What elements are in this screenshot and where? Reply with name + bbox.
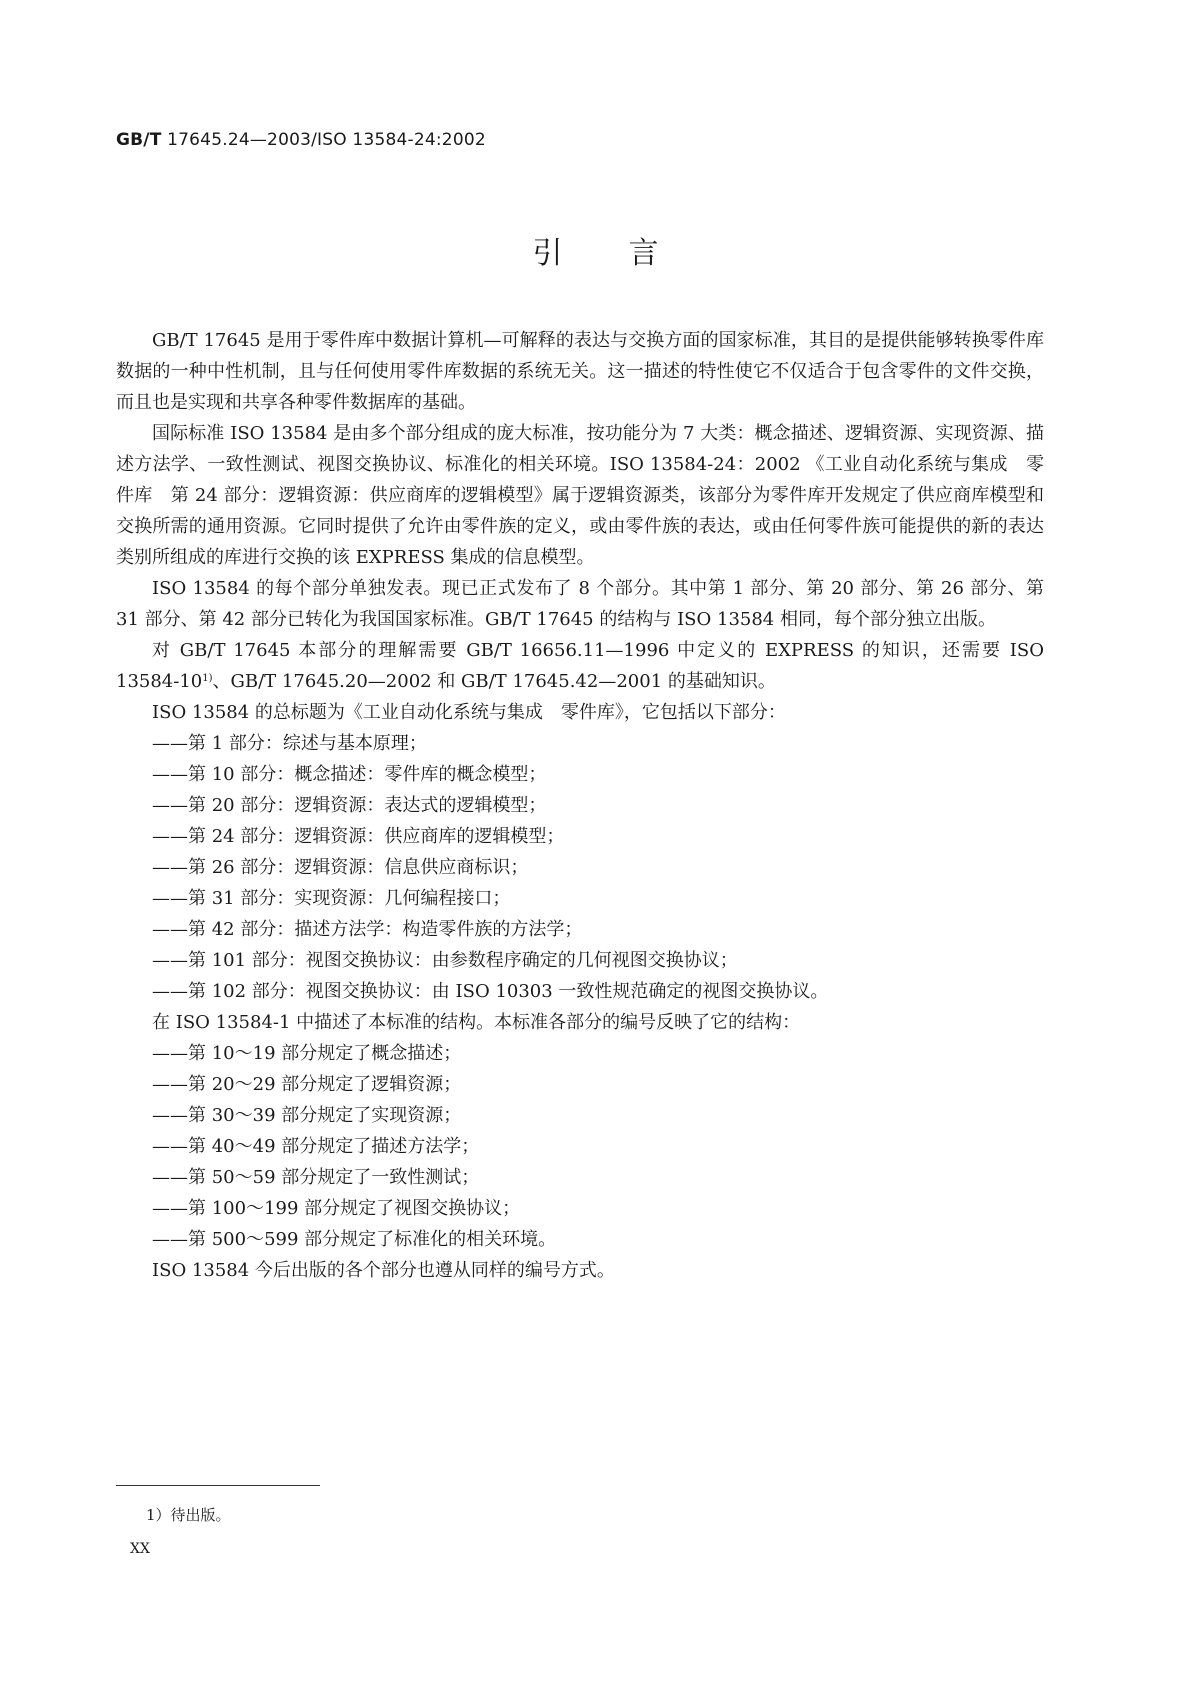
- list-item: ——第 24 部分：逻辑资源：供应商库的逻辑模型；: [152, 826, 565, 847]
- list-item: ——第 40～49 部分规定了描述方法学；: [152, 1136, 480, 1157]
- list-item: ——第 1 部分：综述与基本原理；: [152, 733, 427, 754]
- list-item: ——第 101 部分：视图交换协议：由参数程序确定的几何视图交换协议；: [152, 950, 738, 971]
- header-std-number: 17645.24—2003/ISO 13584-24:2002: [161, 130, 486, 150]
- list-item: ——第 102 部分：视图交换协议：由 ISO 10303 一致性规范确定的视图交换协议。: [152, 981, 829, 1002]
- list-item: ——第 20～29 部分规定了逻辑资源；: [152, 1074, 462, 1095]
- list-item: ——第 26 部分：逻辑资源：信息供应商标识；: [152, 857, 529, 878]
- structure-intro: 在 ISO 13584-1 中描述了本标准的结构。本标准各部分的编号反映了它的结构：: [152, 1012, 801, 1033]
- paragraph-2: 国际标准 ISO 13584 是由多个部分组成的庞大标准，按功能分为 7 大类：概念描述、逻辑资源、实现资源、描述方法学、一致性测试、视图交换协议、标准化的相关环境。ISO 13584-24：2002 《工业自动化系统与集成 零件库 第 24 部分：逻辑资源：供应商库的逻辑模型》属于逻辑资源类，该部分为零件库开发规定了供应商库模型和交换所需的通用资源。它同时提供了允许由零件族的定义，或由零件族的表达，或由任何零件族可能提供的新的表达类别所组成的库进行交换的该 EXPRESS 集成的信息模型。: [116, 423, 1044, 568]
- paragraph-3: ISO 13584 的每个部分单独发表。现已正式发布了 8 个部分。其中第 1 部分、第 20 部分、第 26 部分、第 31 部分、第 42 部分已转化为我国国家标准。GB/T 17645 的结构与 ISO 13584 相同，每个部分独立出版。: [116, 578, 1044, 630]
- page-title: 引言: [532, 236, 725, 271]
- footnote-divider: [116, 1485, 320, 1486]
- body-text: [116, 325, 1044, 1286]
- page-number: XX: [130, 1541, 150, 1557]
- header-std-code: GB/T: [116, 130, 162, 150]
- list-item: ——第 30～39 部分规定了实现资源；: [152, 1105, 462, 1126]
- parts-intro: ISO 13584 的总标题为《工业自动化系统与集成 零件库》，它包括以下部分：: [152, 702, 786, 723]
- document-header: [116, 130, 486, 150]
- knowledge-text-after: 、GB/T 17645.20—2002 和 GB/T 17645.42—2001 的基础知识。: [212, 671, 776, 692]
- footnote: 1）待出版。: [146, 1506, 231, 1524]
- paragraph-4: [116, 635, 1044, 697]
- closing-paragraph: ISO 13584 今后出版的各个部分也遵从同样的编号方式。: [152, 1260, 615, 1281]
- list-item: ——第 500～599 部分规定了标准化的相关环境。: [152, 1229, 557, 1250]
- list-item: ——第 50～59 部分规定了一致性测试；: [152, 1167, 480, 1188]
- list-item: ——第 31 部分：实现资源：几何编程接口；: [152, 888, 511, 909]
- list-item: ——第 42 部分：描述方法学：构造零件族的方法学；: [152, 919, 583, 940]
- list-item: ——第 10 部分：概念描述：零件库的概念模型；: [152, 764, 547, 785]
- list-item: ——第 100～199 部分规定了视图交换协议；: [152, 1198, 521, 1219]
- knowledge-text-before: 对 GB/T 17645 本部分的理解需要 GB/T 16656.11—1996 中定义的 EXPRESS 的知识，还需要 ISO 13584-10: [116, 640, 1044, 692]
- list-item: ——第 10～19 部分规定了概念描述；: [152, 1043, 462, 1064]
- footnote-ref: 1): [202, 673, 213, 684]
- paragraph-1: GB/T 17645 是用于零件库中数据计算机—可解释的表达与交换方面的国家标准，其目的是提供能够转换零件库数据的一种中性机制，且与任何使用零件库数据的系统无关。这一描述的特性使它不仅适合于包含零件的文件交换，而且也是实现和共享各种零件数据库的基础。: [116, 330, 1044, 413]
- list-item: ——第 20 部分：逻辑资源：表达式的逻辑模型；: [152, 795, 547, 816]
